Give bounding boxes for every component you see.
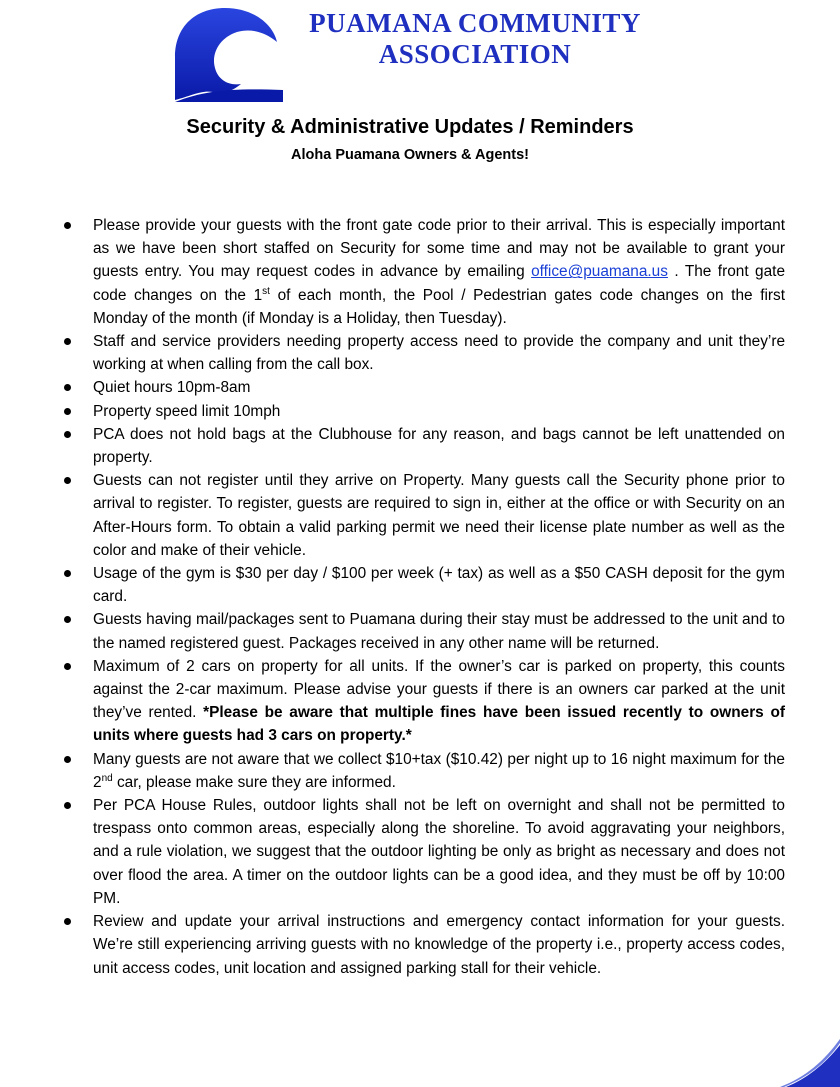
list-item: PCA does not hold bags at the Clubhouse for any reason, and bags cannot be left unattended on property. [93, 423, 785, 469]
ordinal-suffix: nd [101, 772, 113, 784]
organization-name-line-1: PUAMANA COMMUNITY [309, 8, 641, 38]
fines-warning: *Please be aware that multiple fines have been issued recently to owners of units where guests had 3 cars on property.* [93, 704, 785, 745]
list-item: Guests having mail/packages sent to Puamana during their stay must be addressed to the unit and to the named registered guest. Packages received in any other name will be returned. [93, 608, 785, 654]
list-item: Review and update your arrival instructions and emergency contact information for your guests. We’re still experiencing arriving guests with no knowledge of the property i.e., property access codes, unit access codes, unit location and assigned parking stall for their vehicle. [93, 910, 785, 980]
list-item: Quiet hours 10pm-8am [93, 376, 785, 399]
list-item [93, 214, 785, 330]
list-item: Property speed limit 10mph [93, 400, 785, 423]
document-title: Security & Administrative Updates / Reminders [186, 116, 634, 138]
list-item: Guests can not register until they arrive on Property. Many guests call the Security phone prior to arrival to register. To register, guests are required to sign in, either at the office or with Security on an After-Hours form. To obtain a valid parking permit we need their license plate number as well as the color and make of their vehicle. [93, 469, 785, 562]
bullet-text: . The front gate code changes on the 1 [93, 263, 785, 304]
bullet-text: Please provide your guests with the front gate code prior to their arrival. This is especially important as we have been short staffed on Security for some time and may not be available to grant your guests entry. You may request codes in advance by emailing [93, 217, 785, 281]
list-item: Staff and service providers needing property access need to provide the company and unit they’re working at when calling from the call box. [93, 330, 785, 376]
bullet-text: of each month, the Pool / Pedestrian gates code changes on the first Monday of the month (if Monday is a Holiday, then Tuesday). [93, 286, 785, 327]
wave-logo-icon [165, 2, 285, 102]
organization-name [300, 8, 650, 70]
organization-name-line-2: ASSOCIATION [378, 39, 572, 69]
bullet-text: Many guests are not aware that we collect $10+tax ($10.42) per night up to 16 night maximum for the 2 [93, 750, 785, 791]
list-item: Per PCA House Rules, outdoor lights shall not be left on overnight and shall not be permitted to trespass onto common areas, especially along the shoreline. To avoid aggravating your neighbors, and a rule violation, we suggest that the outdoor lighting be only as bright as necessary and does not over flood the area. A timer on the outdoor lights can be a good idea, and they must be off by 10:00 PM. [93, 794, 785, 910]
list-item [93, 655, 785, 748]
bullet-text: Maximum of 2 cars on property for all units. If the owner’s car is parked on property, this counts against the 2-car maximum. Please advise your guests if there is an owners car parked at the unit they’ve rented. [93, 657, 785, 722]
office-email-link[interactable]: office@puamana.us [531, 263, 668, 281]
corner-swoosh-icon [780, 1039, 840, 1087]
ordinal-suffix: st [262, 285, 270, 297]
bullet-text: car, please make sure they are informed. [112, 773, 396, 791]
list-item [93, 748, 785, 794]
list-item: Usage of the gym is $30 per day / $100 per week (+ tax) as well as a $50 CASH deposit for the gym card. [93, 562, 785, 608]
reminders-list [93, 214, 785, 980]
document-subtitle: Aloha Puamana Owners & Agents! [291, 147, 529, 163]
